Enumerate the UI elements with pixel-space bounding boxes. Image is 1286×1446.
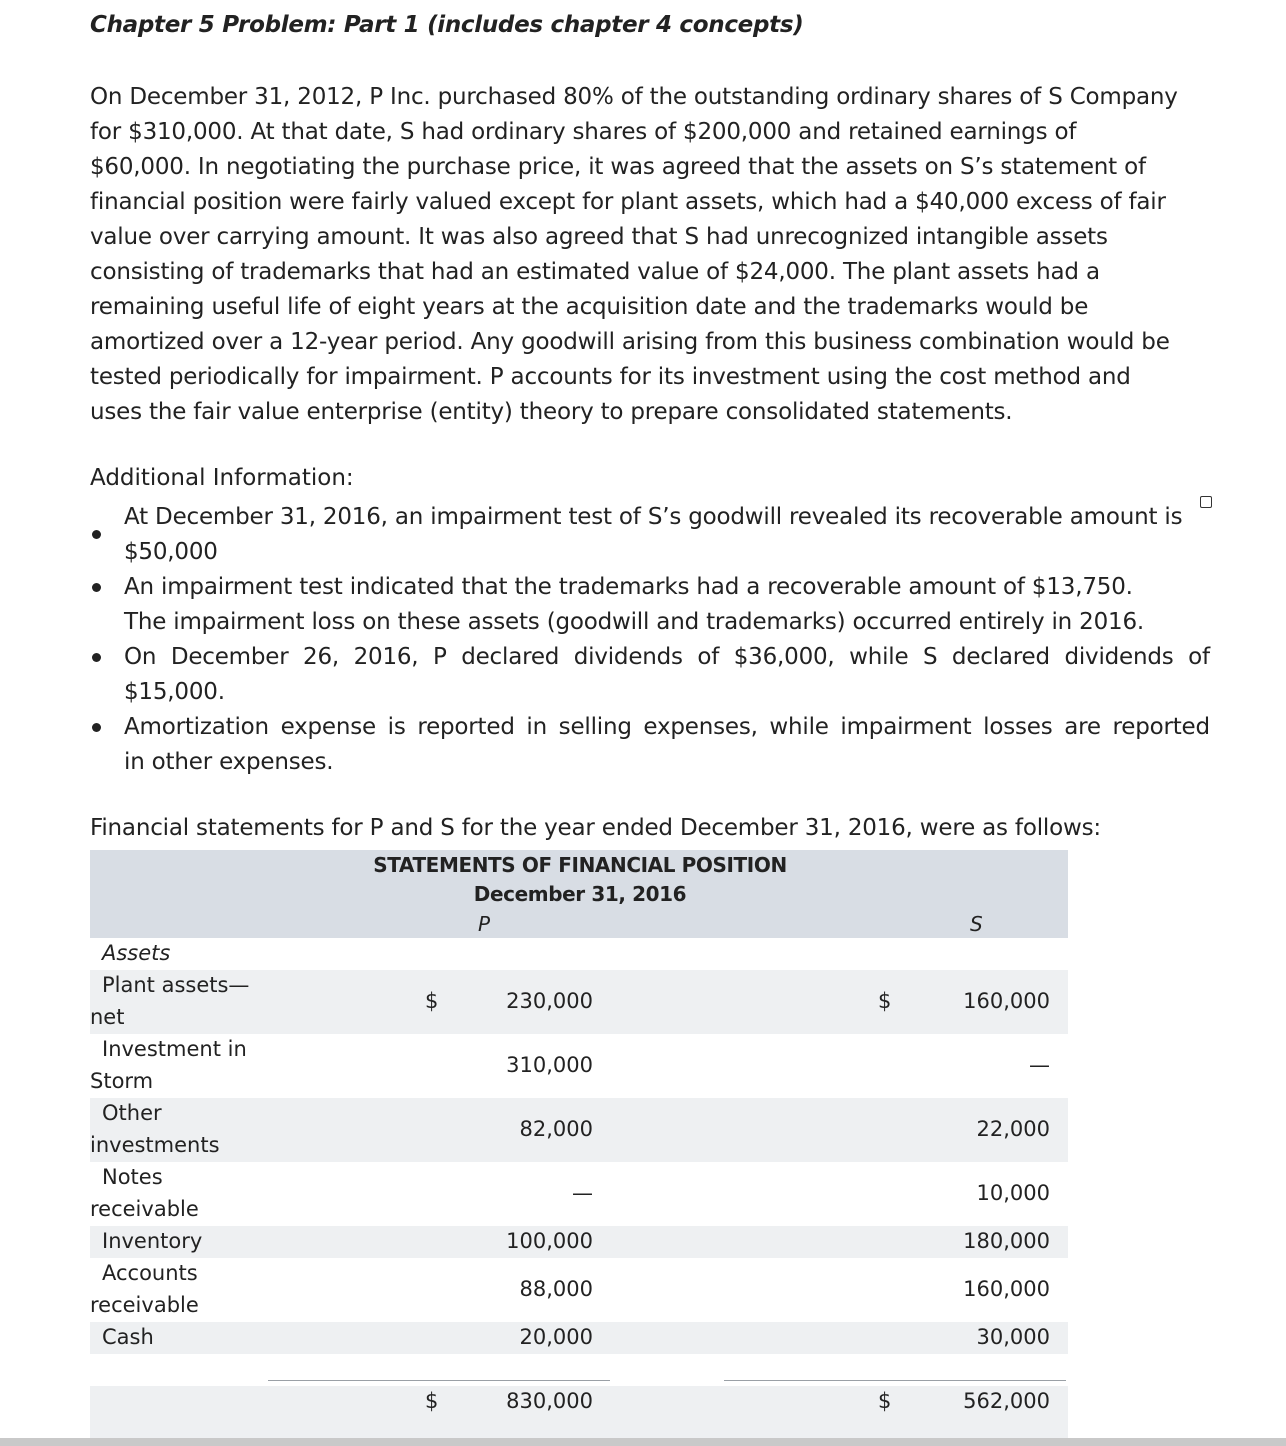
bullet-dot-icon [92,583,101,592]
problem-paragraph [90,80,1210,430]
paragraph-line: consisting of trademarks that had an estimated value of $24,000. The plant assets had a [90,259,1100,285]
statement-date: December 31, 2016 [473,882,687,906]
bullet-line: Amortization expense is reported in selling expenses, while impairment losses are reported [124,714,1210,740]
row-label-cont: Storm [90,1069,154,1093]
row-label-cont: receivable [90,1197,199,1221]
bullet-dot-icon [92,653,101,662]
value-s: 22,000 [976,1117,1050,1141]
currency-symbol: $ [878,1389,892,1413]
total-rule-p [268,1380,610,1381]
paragraph-line: value over carrying amount. It was also agreed that S had unrecognized intangible assets [90,224,1108,250]
paragraph-line: amortized over a 12-year period. Any goodwill arising from this business combination would be [90,329,1170,355]
currency-symbol: $ [425,989,439,1013]
additional-info-heading: Additional Information: [90,465,354,491]
row-label-cont: net [90,1005,125,1029]
bullet-line: The impairment loss on these assets (goodwill and trademarks) occurred entirely in 2016. [124,609,1145,635]
total-s: 562,000 [963,1389,1050,1413]
paragraph-line: On December 31, 2012, P Inc. purchased 80% of the outstanding ordinary shares of S Company [90,84,1178,110]
paragraph-line: remaining useful life of eight years at the acquisition date and the trademarks would be [90,294,1089,320]
paragraph-line: uses the fair value enterprise (entity) theory to prepare consolidated statements. [90,399,1013,425]
bullet-line: At December 31, 2016, an impairment test of S’s goodwill revealed its recoverable amount is [124,504,1183,530]
statement-heading: STATEMENTS OF FINANCIAL POSITION [373,853,787,877]
bullet-trademarks [90,570,1210,640]
row-label: Inventory [102,1229,203,1253]
checkbox-icon[interactable] [1200,496,1212,508]
value-p: — [572,1181,593,1205]
paragraph-line: tested periodically for impairment. P accounts for its investment using the cost method and [90,364,1131,390]
row-label: Accounts [102,1261,198,1285]
total-p: 830,000 [506,1389,593,1413]
bullet-dot-icon [92,530,101,539]
total-rule-s [724,1380,1066,1381]
value-p: 100,000 [506,1229,593,1253]
bullet-line: $50,000 [124,539,218,565]
bullet-dividends [90,640,1210,710]
row-label: Plant assets— [102,973,250,997]
bullet-goodwill [90,500,1210,570]
value-s: 160,000 [963,989,1050,1013]
bottom-scroll-edge [0,1438,1286,1446]
value-s: 160,000 [963,1277,1050,1301]
value-p: 230,000 [506,989,593,1013]
value-p: 20,000 [519,1325,593,1349]
row-label: Investment in [102,1037,247,1061]
currency-symbol: $ [878,989,892,1013]
row-label-cont: receivable [90,1293,199,1317]
currency-symbol: $ [425,1389,439,1413]
value-p: 82,000 [519,1117,593,1141]
statements-intro: Financial statements for P and S for the year ended December 31, 2016, were as follows: [90,815,1101,841]
value-p: 310,000 [506,1053,593,1077]
value-s: 30,000 [976,1325,1050,1349]
bullet-dot-icon [92,723,101,732]
row-label: Notes [102,1165,163,1189]
row-label: Cash [102,1325,154,1349]
column-header-s: S [970,912,983,936]
value-s: — [1029,1053,1050,1077]
bullet-expenses [90,710,1210,780]
paragraph-line: $60,000. In negotiating the purchase price, it was agreed that the assets on S’s statement of [90,154,1146,180]
column-header-p: P [478,912,491,936]
section-label-assets: Assets [102,941,171,965]
bullet-line: in other expenses. [124,749,334,775]
page-title: Chapter 5 Problem: Part 1 (includes chapter 4 concepts) [90,12,804,38]
bullet-line: An impairment test indicated that the trademarks had a recoverable amount of $13,750. [124,574,1133,600]
row-label: Other [102,1101,162,1125]
additional-info-list [90,500,1210,780]
row-label-cont: investments [90,1133,220,1157]
value-p: 88,000 [519,1277,593,1301]
bullet-line: On December 26, 2016, P declared dividends of $36,000, while S declared dividends of [124,644,1210,670]
paragraph-line: for $310,000. At that date, S had ordinary shares of $200,000 and retained earnings of [90,119,1077,145]
bullet-line: $15,000. [124,679,225,705]
value-s: 180,000 [963,1229,1050,1253]
paragraph-line: financial position were fairly valued except for plant assets, which had a $40,000 excess of fair [90,189,1166,215]
value-s: 10,000 [976,1181,1050,1205]
